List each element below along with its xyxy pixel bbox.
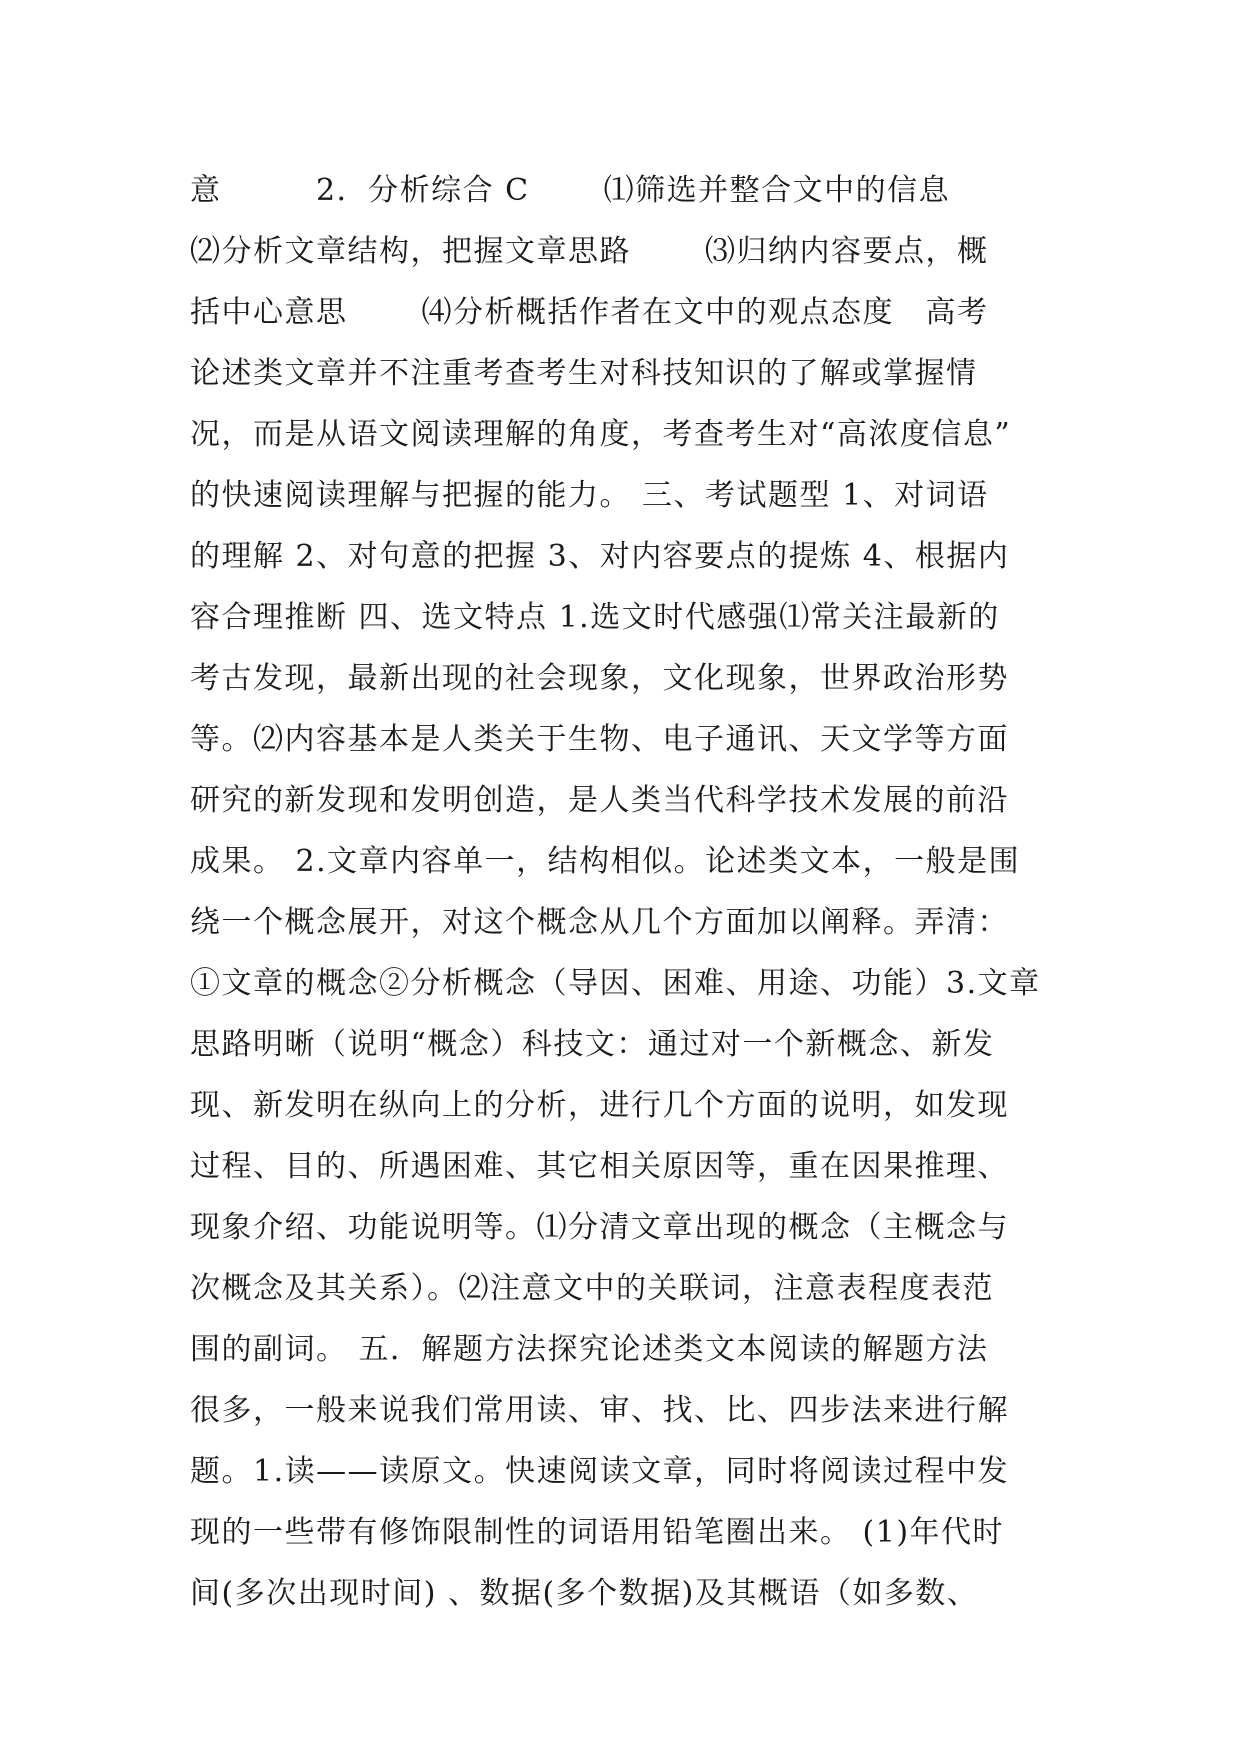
text-line-16: 现、新发明在纵向上的分析，进行几个方面的说明，如发现 [190,1088,1009,1123]
text-line-13: 绕一个概念展开，对这个概念从几个方面加以阐释。弄清： [190,905,1009,940]
text-line-6: 的快速阅读理解与把握的能力。 三、考试题型 1、对词语 [190,478,989,513]
text-line-20: 围的副词。 五．解题方法探究论述类文本阅读的解题方法 [190,1332,989,1367]
text-line-2: ⑵分析文章结构，把握文章思路 ⑶归纳内容要点，概 [190,234,989,269]
text-line-1: 意 2．分析综合 C ⑴筛选并整合文中的信息 [190,173,951,208]
text-line-3: 括中心意思 ⑷分析概括作者在文中的观点态度 高考 [190,295,989,330]
text-line-24: 间(多次出现时间) 、数据(多个数据)及其概语（如多数、 [190,1576,979,1611]
text-line-22: 题。1.读——读原文。快速阅读文章，同时将阅读过程中发 [190,1454,1010,1489]
text-line-14: ①文章的概念②分析概念（导因、困难、用途、功能）3.文章 [190,966,1041,1001]
text-line-23: 现的一些带有修饰限制性的词语用铅笔圈出来。 (1)年代时 [190,1515,1005,1550]
text-line-19: 次概念及其关系）。⑵注意文中的关联词，注意表程度表范 [190,1271,994,1306]
text-line-17: 过程、目的、所遇困难、其它相关原因等，重在因果推理、 [190,1149,1009,1184]
text-line-21: 很多，一般来说我们常用读、审、找、比、四步法来进行解 [190,1393,1009,1428]
text-line-4: 论述类文章并不注重考查考生对科技知识的了解或掌握情 [190,356,978,391]
text-line-12: 成果。 2.文章内容单一，结构相似。论述类文本，一般是围 [190,844,1021,879]
text-line-10: 等。⑵内容基本是人类关于生物、电子通讯、天文学等方面 [190,722,1009,757]
text-line-7: 的理解 2、对句意的把握 3、对内容要点的提炼 4、根据内 [190,539,1010,574]
text-line-9: 考古发现，最新出现的社会现象，文化现象，世界政治形势 [190,661,1009,696]
text-line-8: 容合理推断 四、选文特点 1.选文时代感强⑴常关注最新的 [190,600,1000,635]
text-line-18: 现象介绍、功能说明等。⑴分清文章出现的概念（主概念与 [190,1210,1009,1245]
text-line-5: 况，而是从语文阅读理解的角度，考查考生对“高浓度信息” [190,417,1012,452]
text-line-11: 研究的新发现和发明创造，是人类当代科学技术发展的前沿 [190,783,1009,818]
body-text [190,160,1060,1624]
text-line-15: 思路明晰（说明“概念）科技文：通过对一个新概念、新发 [190,1027,995,1062]
